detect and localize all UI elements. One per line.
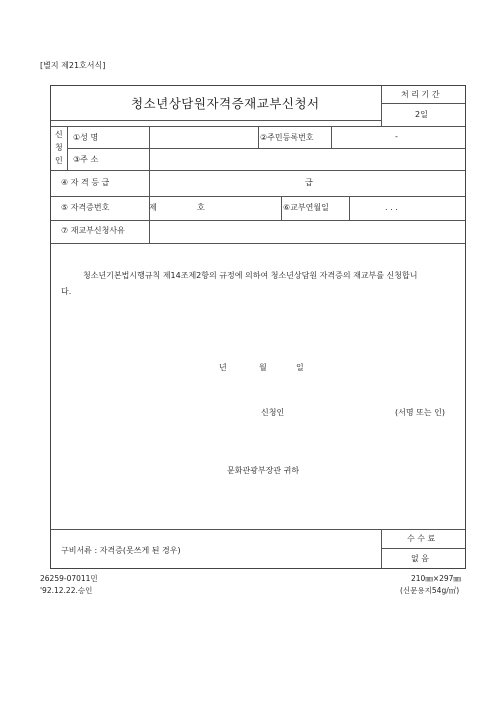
date-month: 월 [259, 363, 267, 372]
body-text-line2: 다. [61, 287, 72, 296]
body-text-line1: 청소년기본법시행규칙 제14조제2항의 규정에 의하여 청소년상담원 자격증의 재교부를 신청합니 [83, 271, 418, 280]
rrn-input[interactable] [332, 127, 464, 147]
rrn-label: ②주민등록번호 [260, 133, 314, 142]
processing-label: 처 리 기 간 [401, 90, 440, 99]
addressee: 문화관광부장관 귀하 [227, 466, 300, 475]
grade-label: ④ 자 격 등 급 [61, 178, 110, 187]
divider [381, 86, 382, 126]
reason-input[interactable] [150, 221, 464, 242]
divider [67, 126, 68, 170]
footer-paper-size: 210㎜×297㎜ [411, 574, 461, 583]
fee-label: 수 수 료 [407, 534, 436, 543]
divider [381, 103, 465, 104]
applicant-label-3: 인 [55, 156, 63, 165]
divider [51, 120, 381, 121]
reason-label: ⑦ 재교부신청사유 [61, 226, 125, 235]
issue-date-input[interactable] [350, 197, 464, 219]
applicant-label-1: 신 [55, 130, 63, 139]
signature-seal-note: (서명 또는 인) [395, 408, 445, 417]
form-title: 청소년상담원자격증재교부신청서 [131, 96, 320, 111]
address-input[interactable] [150, 149, 464, 169]
issue-date-value: . . . [385, 203, 398, 212]
cert-no-suffix: 호 [197, 203, 205, 212]
date-year: 년 [219, 363, 227, 372]
application-form [50, 85, 466, 569]
processing-value: 2일 [415, 110, 428, 119]
grade-unit: 급 [305, 178, 313, 187]
divider [51, 243, 465, 244]
cert-no-input[interactable] [150, 197, 280, 219]
name-input[interactable] [150, 127, 257, 147]
divider [281, 196, 282, 220]
divider [258, 126, 259, 148]
date-day: 일 [296, 363, 304, 372]
attachments: 구비서류 : 자격증(못쓰게 된 경우) [61, 546, 181, 555]
footer-approval: '92.12.22.승인 [40, 586, 93, 595]
cert-no-prefix: 제 [149, 203, 157, 212]
name-label: ①성 명 [73, 133, 99, 142]
form-code: [별지 제21호서식] [40, 61, 106, 70]
applicant-sign-label: 신청인 [261, 408, 285, 417]
footer-paper-type: (신문용지54g/㎡) [400, 586, 460, 595]
address-label: ③주 소 [73, 155, 99, 164]
fee-value: 없 음 [411, 554, 429, 563]
cert-no-label: ⑤ 자격증번호 [61, 203, 110, 212]
rrn-separator: - [395, 132, 398, 141]
divider [51, 529, 465, 530]
divider [381, 548, 465, 549]
issue-date-label: ⑥교부연월일 [283, 203, 329, 212]
divider [381, 529, 382, 568]
applicant-label-2: 청 [55, 143, 63, 152]
footer-form-number: 26259-07011민 [40, 574, 98, 583]
